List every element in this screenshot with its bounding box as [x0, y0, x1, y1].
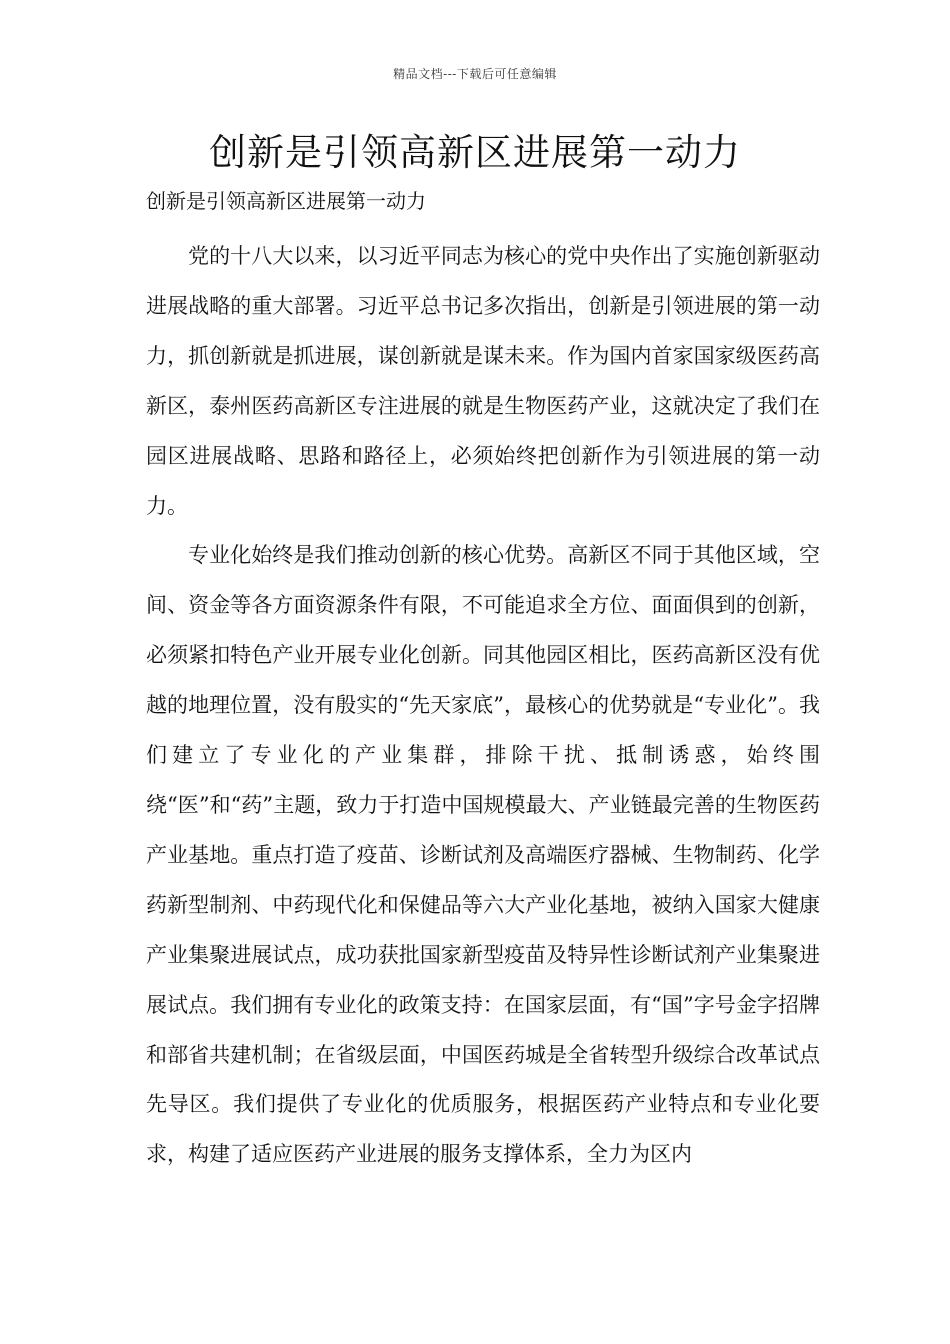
document-subtitle: 创新是引领高新区进展第一动力 — [146, 189, 426, 213]
page-header: 精品文档---下载后可任意编辑 — [393, 67, 557, 81]
paragraph-2: 专业化始终是我们推动创新的核心优势。高新区不同于其他区域，空间、资金等各方面资源条件有限，不可能追求全方位、面面俱到的创新，必须紧扣特色产业开展专业化创新。同其他园区相比，医药高新区没有优越的地理位置，没有殷实的“先天家底”，最核心的优势就是“专业化”。我们建立了专业化的产业集群，排除干扰、抵制诱惑，始终围绕“医”和“药”主题，致力于打造中国规模最大、产业链最完善的生物医药产业基地。重点打造了疫苗、诊断试剂及高端医疗器械、生物制药、化学药新型制剂、中药现代化和保健品等六大产业化基地，被纳入国家大健康产业集聚进展试点，成功获批国家新型疫苗及特异性诊断试剂产业集聚进展试点。我们拥有专业化的政策支持：在国家层面，有“国”字号金字招牌和部省共建机制；在省级层面，中国医药城是全省转型升级综合改革试点先导区。我们提供了专业化的优质服务，根据医药产业特点和专业化要求，构建了适应医药产业进展的服务支撑体系，全力为区内 — [146, 543, 820, 1167]
paragraph-1: 党的十八大以来，以习近平同志为核心的党中央作出了实施创新驱动进展战略的重大部署。习近平总书记多次指出，创新是引领进展的第一动力，抓创新就是抓进展，谋创新就是谋未来。作为国内首家国家级医药高新区，泰州医药高新区专注进展的就是生物医药产业，这就决定了我们在园区进展战略、思路和路径上，必须始终把创新作为引领进展的第一动力。 — [146, 244, 820, 518]
document-title: 创新是引领高新区进展第一动力 — [209, 131, 741, 174]
document-body — [146, 232, 820, 1180]
